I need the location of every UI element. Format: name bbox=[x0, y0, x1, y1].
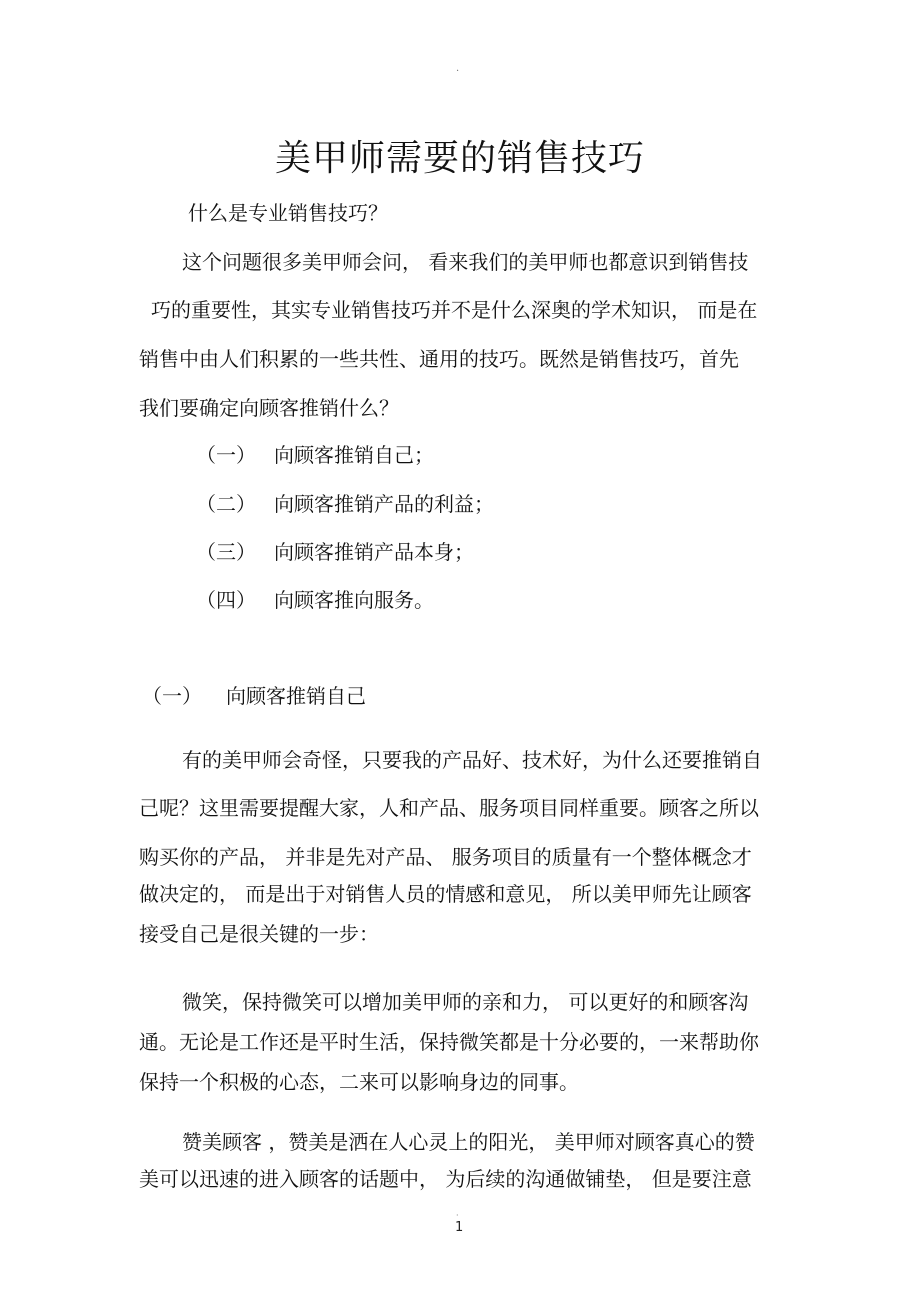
list-item bbox=[196, 586, 434, 614]
page-number: 1 bbox=[455, 1220, 464, 1235]
list-item-number: （一） bbox=[196, 443, 256, 467]
list-item-number: （三） bbox=[196, 540, 256, 564]
list-item-number: （二） bbox=[196, 492, 256, 516]
list-item-text: 向顾客推销产品本身； bbox=[274, 540, 474, 564]
paragraph-1-line-5: 接受自己是很关键的一步： bbox=[139, 922, 379, 946]
list-item bbox=[196, 538, 474, 566]
paragraph-2-line-3: 保持一个积极的心态，二来可以影响身边的同事。 bbox=[139, 1070, 579, 1094]
page-title: 美甲师需要的销售技巧 bbox=[274, 138, 645, 179]
question-line: 什么是专业销售技巧？ bbox=[188, 201, 388, 225]
header-dot: · bbox=[456, 66, 460, 77]
paragraph-2-line-2: 通。无论是工作还是平时生活，保持微笑都是十分必要的，一来帮助你 bbox=[139, 1030, 759, 1054]
paragraph-3-line-2: 美可以迅速的进入顾客的话题中， 为后续的沟通做铺垫， 但是要注意 bbox=[139, 1167, 752, 1191]
list-item-text: 向顾客推销自己； bbox=[274, 443, 434, 467]
intro-line-2: 巧的重要性，其实专业销售技巧并不是什么深奥的学术知识， 而是在 bbox=[151, 298, 758, 322]
paragraph-1-line-4: 做决定的， 而是出于对销售人员的情感和意见， 所以美甲师先让顾客 bbox=[139, 882, 752, 906]
intro-line-1: 这个问题很多美甲师会问， 看来我们的美甲师也都意识到销售技 bbox=[182, 250, 749, 274]
section-heading bbox=[142, 682, 366, 710]
intro-line-3: 销售中由人们积累的一些共性、通用的技巧。既然是销售技巧，首先 bbox=[139, 347, 739, 371]
paragraph-2-line-1: 微笑，保持微笑可以增加美甲师的亲和力， 可以更好的和顾客沟 bbox=[182, 990, 749, 1014]
paragraph-1-line-3: 购买你的产品， 并非是先对产品、 服务项目的质量有一个整体概念才 bbox=[139, 845, 752, 869]
footer-dot: · bbox=[456, 1211, 459, 1220]
list-item-text: 向顾客推销产品的利益； bbox=[274, 492, 494, 516]
section-heading-number: （一） bbox=[142, 684, 202, 708]
section-heading-text: 向顾客推销自己 bbox=[226, 684, 366, 708]
list-item-number: （四） bbox=[196, 588, 256, 612]
paragraph-3-line-1: 赞美顾客 ，赞美是洒在人心灵上的阳光， 美甲师对顾客真心的赞 bbox=[182, 1130, 755, 1154]
list-item bbox=[196, 441, 434, 469]
intro-line-4: 我们要确定向顾客推销什么？ bbox=[139, 396, 399, 420]
paragraph-1-line-1: 有的美甲师会奇怪，只要我的产品好、技术好，为什么还要推销自 bbox=[182, 748, 762, 772]
paragraph-1-line-2: 己呢？这里需要提醒大家，人和产品、服务项目同样重要。顾客之所以 bbox=[139, 796, 759, 820]
list-item bbox=[196, 490, 494, 518]
list-item-text: 向顾客推向服务。 bbox=[274, 588, 434, 612]
